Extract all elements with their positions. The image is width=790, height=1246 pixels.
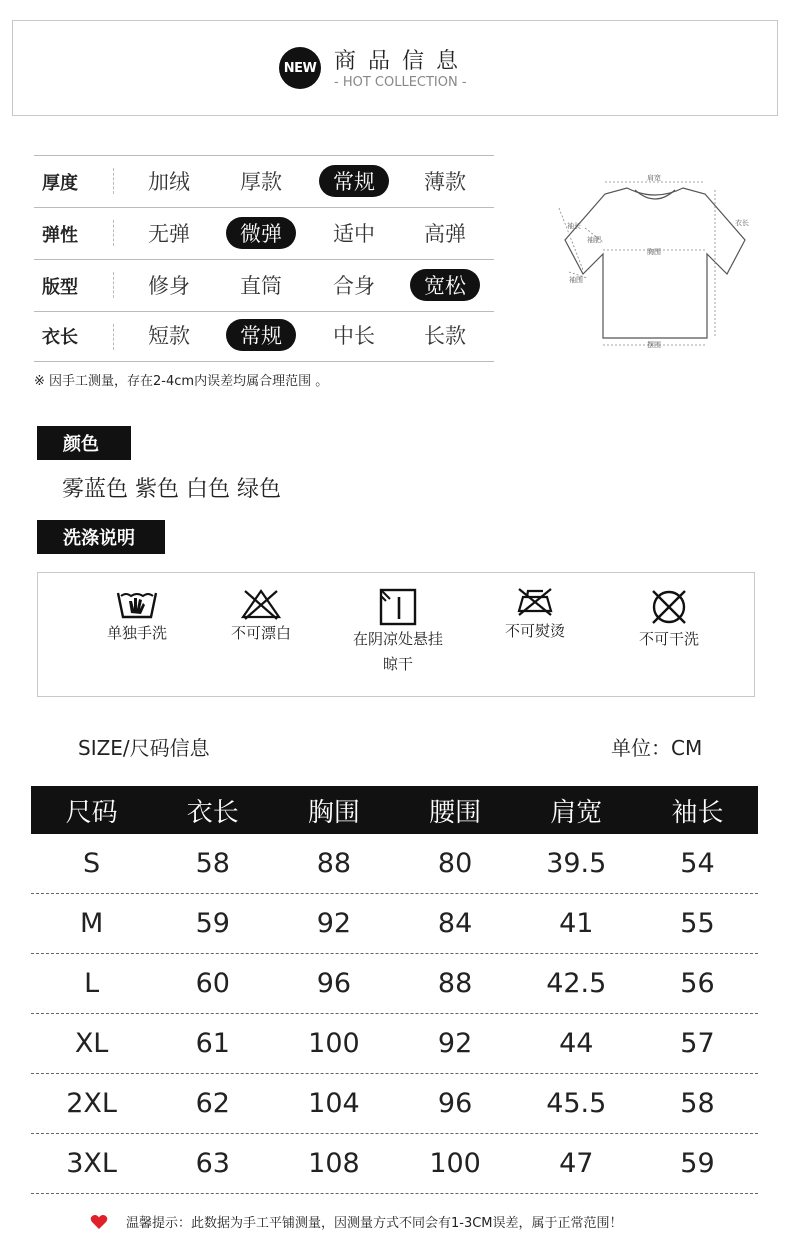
table-cell: 3XL — [66, 1148, 117, 1179]
color-list: 雾蓝色 紫色 白色 绿色 — [62, 477, 281, 502]
size-table — [31, 786, 758, 1194]
wash-label: 在阴凉处悬挂 — [352, 630, 443, 648]
diagram-label-length: 衣长 — [735, 219, 749, 227]
column-header: 肩宽 — [550, 797, 603, 828]
table-cell: 104 — [308, 1088, 360, 1119]
measurement-note: ※ 因手工测量，存在2-4cm内误差均属合理范围 。 — [34, 374, 329, 389]
table-cell: 108 — [308, 1148, 360, 1179]
attribute-label: 弹性 — [42, 225, 78, 246]
wash-item-line-dry-shade — [334, 587, 462, 677]
wash-label: 不可熨烫 — [504, 622, 565, 640]
table-cell: 59 — [680, 1148, 715, 1179]
column-header: 袖长 — [671, 797, 724, 828]
wash-item-hand-wash — [82, 587, 192, 646]
attribute-option: 直筒 — [240, 274, 282, 298]
attribute-option: 加绒 — [148, 170, 190, 194]
sleeve-measure-line — [559, 208, 583, 270]
attribute-label: 衣长 — [42, 327, 78, 348]
table-cell: 45.5 — [546, 1088, 607, 1119]
attribute-row-elasticity — [34, 207, 494, 259]
table-cell: L — [84, 968, 100, 999]
diagram-label-chest: 胸围 — [647, 248, 661, 256]
column-header: 衣长 — [186, 797, 239, 828]
table-cell: 60 — [195, 968, 230, 999]
table-row — [31, 834, 758, 894]
table-cell: 58 — [680, 1088, 715, 1119]
wash-label: 晾干 — [382, 655, 413, 673]
diagram-label-sleeve: 袖长 — [567, 222, 581, 230]
table-cell: 57 — [680, 1028, 715, 1059]
no-bleach-icon — [239, 587, 283, 621]
wash-instructions-box — [37, 572, 755, 697]
column-header: 尺码 — [65, 797, 118, 828]
diagram-label-shoulder: 肩宽 — [647, 174, 661, 182]
page-title: 商品信息 — [334, 49, 471, 74]
diagram-label-sleeve-width: 袖肥 — [587, 236, 601, 244]
column-header: 胸围 — [307, 797, 360, 828]
no-iron-icon — [513, 585, 557, 619]
wash-item-no-iron — [480, 585, 590, 644]
table-row — [31, 1134, 758, 1194]
divider — [113, 272, 114, 298]
attribute-row-length — [34, 311, 494, 362]
wash-item-no-dry-clean — [614, 587, 724, 652]
diagram-label-cuff: 袖围 — [569, 276, 583, 284]
attribute-option-selected: 常规 — [226, 319, 296, 351]
wash-label: 不可漂白 — [230, 624, 291, 642]
attribute-option: 修身 — [148, 274, 190, 298]
heart-icon — [90, 1214, 108, 1230]
new-badge: NEW — [279, 47, 321, 89]
table-cell: 2XL — [66, 1088, 117, 1119]
table-cell: 42.5 — [546, 968, 607, 999]
tshirt-measurement-diagram — [555, 170, 755, 355]
table-row — [31, 1014, 758, 1074]
table-cell: 59 — [195, 908, 230, 939]
attribute-option: 长款 — [424, 324, 466, 348]
no-dry-clean-icon — [647, 587, 691, 627]
divider — [113, 168, 114, 194]
size-unit: 单位：CM — [611, 736, 703, 760]
line-dry-shade-icon — [378, 587, 418, 627]
attribute-table — [34, 155, 494, 362]
table-cell: 84 — [437, 908, 473, 939]
table-cell: 44 — [559, 1028, 594, 1059]
table-cell: 47 — [559, 1148, 594, 1179]
attribute-option: 适中 — [333, 222, 375, 246]
table-row — [31, 1074, 758, 1134]
page-subtitle: - HOT COLLECTION - — [334, 75, 467, 90]
wash-label: 不可干洗 — [638, 630, 699, 648]
table-cell: 61 — [195, 1028, 230, 1059]
attribute-option: 短款 — [148, 324, 190, 348]
attribute-option: 中长 — [333, 324, 375, 348]
wash-label: 单独手洗 — [106, 624, 167, 642]
table-cell: 55 — [680, 908, 715, 939]
size-section-title: SIZE/尺码信息 — [78, 736, 210, 760]
attribute-option: 无弹 — [148, 222, 190, 246]
table-cell: 54 — [680, 848, 715, 879]
table-cell: 80 — [437, 848, 473, 879]
attribute-option: 薄款 — [424, 170, 466, 194]
attribute-option: 厚款 — [240, 170, 282, 194]
size-table-header — [31, 786, 758, 834]
hand-wash-icon — [115, 587, 159, 621]
table-cell: 100 — [308, 1028, 360, 1059]
table-cell: 56 — [680, 968, 715, 999]
table-cell: 96 — [437, 1088, 473, 1119]
table-cell: S — [83, 848, 101, 879]
table-cell: 62 — [195, 1088, 230, 1119]
attribute-row-fit — [34, 259, 494, 311]
divider — [113, 220, 114, 246]
table-cell: 88 — [316, 848, 352, 879]
attribute-option-selected: 微弹 — [226, 217, 296, 249]
tip-text: 温馨提示：此数据为手工平铺测量，因测量方式不同会有1-3CM误差，属于正常范围！ — [126, 1216, 623, 1231]
table-row — [31, 894, 758, 954]
wash-item-no-bleach — [206, 587, 316, 646]
attribute-option: 合身 — [333, 274, 375, 298]
table-cell: 39.5 — [546, 848, 607, 879]
attribute-option: 高弹 — [424, 222, 466, 246]
table-cell: 58 — [195, 848, 230, 879]
attribute-label: 版型 — [42, 277, 78, 298]
wash-section-title: 洗涤说明 — [37, 520, 165, 554]
diagram-label-hem: 摆围 — [647, 341, 661, 349]
attribute-option-selected: 宽松 — [410, 269, 480, 301]
divider — [113, 324, 114, 350]
measurement-tip — [90, 1212, 623, 1231]
attribute-label: 厚度 — [42, 173, 78, 194]
color-section-title: 颜色 — [37, 426, 131, 460]
table-cell: 41 — [559, 908, 594, 939]
attribute-row-thickness — [34, 155, 494, 207]
table-cell: 63 — [195, 1148, 230, 1179]
table-cell: M — [79, 908, 104, 939]
table-cell: 92 — [437, 1028, 473, 1059]
attribute-option-selected: 常规 — [319, 165, 389, 197]
column-header: 腰围 — [429, 797, 482, 828]
tshirt-outline — [565, 188, 745, 338]
table-row — [31, 954, 758, 1014]
table-cell: 96 — [316, 968, 352, 999]
table-cell: 88 — [437, 968, 473, 999]
table-cell: XL — [74, 1028, 109, 1059]
table-cell: 100 — [429, 1148, 481, 1179]
table-cell: 92 — [316, 908, 352, 939]
